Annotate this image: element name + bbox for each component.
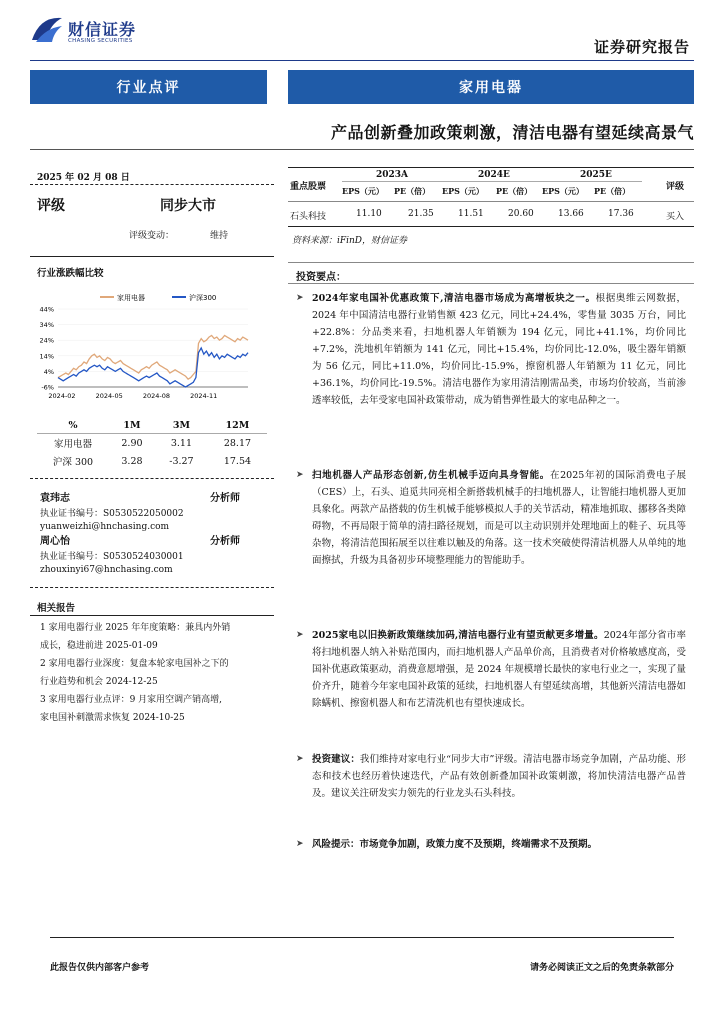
report-date: 2025 年 02 月 08 日 bbox=[37, 173, 130, 183]
x-tick-label: 2024-02 bbox=[48, 392, 76, 400]
legend-label: 沪深300 bbox=[189, 294, 217, 302]
footer-right: 请务必阅读正文之后的免责条款部分 bbox=[529, 963, 674, 973]
point-3: ➤ 2025家电以旧换新政策继续加码,清洁电器行业有望贡献更多增量。2024年部分省市率将扫地机器人纳入补贴范围内，而扫地机器人产品单价高，且消费者对价格敏感度高，受国补优惠政策驱动，消费意愿增强，是 2024 年规模增长最快的家电行业之一，实现了量价齐升，随着今年家电国补政策的延续，扫地机器人有望延续高增，其他新兴清洁电器如除螨机、擦窗机器人和布艺清洗机也有望快速成长。 bbox=[296, 627, 686, 712]
metric-header: PE（倍） bbox=[394, 186, 431, 196]
bullet-arrow-icon: ➤ bbox=[296, 293, 304, 303]
stock-cell: 17.36 bbox=[608, 209, 634, 219]
title-rule bbox=[30, 149, 694, 150]
bullet-arrow-icon: ➤ bbox=[296, 630, 304, 640]
x-tick-label: 2024-08 bbox=[142, 392, 171, 400]
source-note: 资料来源：iFinD，财信证券 bbox=[292, 236, 408, 246]
perf-cell: 家用电器 bbox=[53, 439, 92, 450]
y-tick-label: 14% bbox=[39, 352, 54, 361]
header-rule bbox=[30, 60, 694, 61]
y-tick-label: 24% bbox=[39, 336, 54, 345]
perf-cell: 沪深 300 bbox=[52, 457, 94, 468]
logo-icon bbox=[30, 14, 64, 44]
perf-cell: 17.54 bbox=[223, 455, 252, 467]
perf-cell: 2.90 bbox=[121, 437, 143, 449]
bullet-arrow-icon: ➤ bbox=[296, 839, 304, 849]
bullet-arrow-icon: ➤ bbox=[296, 470, 304, 480]
related-item[interactable]: 3 家用电器行业点评：9 月家用空调产销高增, 家电国补刺激需求恢复 2024-10-25 bbox=[40, 695, 223, 723]
legend-label: 家用电器 bbox=[117, 294, 145, 302]
analyst-cert: 执业证书编号：S0530524030001 bbox=[40, 552, 184, 562]
analyst-1 bbox=[40, 492, 270, 534]
related-item[interactable]: 1 家用电器行业 2025 年年度策略：兼具内外销 成长，稳进前进 2025-01-09 bbox=[40, 623, 231, 651]
related-item[interactable]: 2 家用电器行业深度：复盘本轮家电国补之下的 行业趋势和机会 2024-12-25 bbox=[40, 659, 229, 687]
industry-performance-chart bbox=[30, 285, 255, 413]
year-header: 2024E bbox=[478, 170, 510, 180]
perf-header: 1M bbox=[123, 420, 141, 431]
x-tick-label: 2024-11 bbox=[190, 392, 218, 400]
divider bbox=[30, 478, 274, 479]
y-tick-label: -6% bbox=[41, 383, 54, 392]
stock-cell: 13.66 bbox=[558, 209, 584, 219]
series-line-沪深300 bbox=[58, 348, 248, 387]
y-tick-label: 4% bbox=[43, 367, 54, 376]
stock-table bbox=[288, 167, 694, 227]
divider bbox=[30, 184, 274, 185]
points-title: 投资要点： bbox=[296, 272, 346, 283]
analyst-email[interactable]: yuanweizhi@hnchasing.com bbox=[40, 522, 170, 532]
logo-cn: 财信证券 bbox=[68, 20, 137, 39]
perf-cell: 28.17 bbox=[223, 437, 252, 449]
chart-legend bbox=[100, 293, 216, 302]
logo-en: CHASING SECURITIES bbox=[68, 38, 133, 44]
divider bbox=[30, 615, 274, 616]
related-list bbox=[40, 619, 270, 727]
rating-label: 评级 bbox=[37, 198, 65, 214]
logo bbox=[30, 14, 160, 48]
bullet-arrow-icon: ➤ bbox=[296, 754, 304, 764]
point-2: ➤ 扫地机器人产品形态创新,仿生机械手迈向具身智能。在2025年初的国际消费电子展（CES）上，石头、追觅共同亮相全新搭载机械手的扫地机器人，让智能扫地机器人更加具象化。两款产品搭载的仿生机械手能够模拟人手的关节活动，精准地抓取、挪移各类障碍物，不再局限于简单的清扫路径规划，而是可以主动识别并处理地面上的鞋子、玩具等杂物，将清洁范围拓展至以往难以触及的角落。这一技术突破使得清洁机器人从单纯的地面擦拭，升级为具备初步环境整理能力的智能助手。 bbox=[296, 467, 686, 569]
point-5: ➤ 风险提示：市场竞争加剧，政策力度不及预期，终端需求不及预期。 bbox=[296, 836, 686, 853]
report-type: 证券研究报告 bbox=[593, 38, 690, 56]
year-header: 2025E bbox=[580, 170, 612, 180]
point-4: ➤ 投资建议：我们维持对家电行业“同步大市”评级。清洁电器市场竞争加剧，产品功能、形态和技术也经历着快速迭代，产品有效创新叠加国补政策刺激，将加快清洁电器产品普及。建议关注研发实力领先的行业龙头石头科技。 bbox=[296, 751, 686, 802]
metric-header: EPS（元） bbox=[342, 186, 384, 196]
perf-header: % bbox=[68, 420, 78, 431]
analyst-email[interactable]: zhouxinyi67@hnchasing.com bbox=[40, 565, 173, 575]
divider bbox=[30, 256, 274, 257]
footer-rule bbox=[50, 937, 674, 938]
metric-header: PE（倍） bbox=[496, 186, 533, 196]
analyst-role: 分析师 bbox=[210, 493, 240, 504]
stock-cell: 11.51 bbox=[458, 209, 484, 219]
y-tick-label: 34% bbox=[39, 321, 54, 330]
rating-header: 评级 bbox=[665, 182, 684, 192]
stock-rating: 买入 bbox=[665, 212, 684, 222]
perf-header: 12M bbox=[225, 420, 250, 431]
stock-name: 石头科技 bbox=[290, 212, 327, 222]
perf-cell: 3.28 bbox=[121, 455, 143, 467]
banner-industry: 家用电器 bbox=[288, 70, 694, 104]
rating-change-label: 评级变动： bbox=[129, 231, 175, 241]
performance-table bbox=[37, 418, 267, 470]
analyst-2 bbox=[40, 535, 270, 577]
page-title: 产品创新叠加政策刺激，清洁电器有望延续高景气 bbox=[330, 123, 694, 142]
perf-header: 3M bbox=[172, 420, 190, 431]
metric-header: PE（倍） bbox=[594, 186, 631, 196]
analyst-cert: 执业证书编号：S0530522050002 bbox=[40, 509, 184, 519]
y-tick-label: 44% bbox=[39, 305, 54, 314]
metric-header: EPS（元） bbox=[442, 186, 484, 196]
metric-header: EPS（元） bbox=[542, 186, 584, 196]
stock-cell: 11.10 bbox=[356, 209, 382, 219]
stock-header: 重点股票 bbox=[290, 182, 327, 192]
rating-change-value: 维持 bbox=[210, 231, 229, 241]
perf-cell: 3.11 bbox=[170, 437, 192, 449]
analyst-name: 袁玮志 bbox=[40, 493, 70, 504]
stock-cell: 20.60 bbox=[508, 209, 534, 219]
x-tick-label: 2024-05 bbox=[95, 392, 123, 400]
stock-cell: 21.35 bbox=[408, 209, 434, 219]
footer-left: 此报告仅供内部客户参考 bbox=[50, 963, 150, 973]
analyst-role: 分析师 bbox=[210, 536, 240, 547]
year-header: 2023A bbox=[376, 170, 409, 180]
point-1: ➤ 2024年家电国补优惠政策下,清洁电器市场成为高增板块之一。根据奥维云网数据，2024 年中国清洁电器行业销售额 423 亿元，同比+24.4%，零售量 3035 万台，同比+22.8%：分品类来看，扫地机器人年销额为 194 亿元，同比+41.1%，均价同比+7.2%，洗地机年销额为 141 亿元，同比+15.4%，均价同比-12.0%，吸尘器年销额为 56 亿元，同比+11.0%，均价同比-15.9%，擦窗机器人年销额为 11 亿元，同比+36.1%，均价同比-19.5%。清洁电器作为家用清洁刚需品类，市场均价较高，当前渗透率较低，去年受家电国补政策带动，成为销售弹性最大的家电品种之一。 bbox=[296, 290, 686, 409]
analyst-name: 周心怡 bbox=[40, 536, 70, 547]
chart-title: 行业涨跌幅比较 bbox=[37, 268, 104, 279]
related-title: 相关报告 bbox=[37, 603, 76, 614]
perf-cell: -3.27 bbox=[169, 455, 194, 467]
series-line-家用电器 bbox=[58, 336, 248, 380]
banner-category: 行业点评 bbox=[30, 70, 267, 104]
divider bbox=[30, 587, 274, 588]
rating-value: 同步大市 bbox=[160, 198, 216, 214]
